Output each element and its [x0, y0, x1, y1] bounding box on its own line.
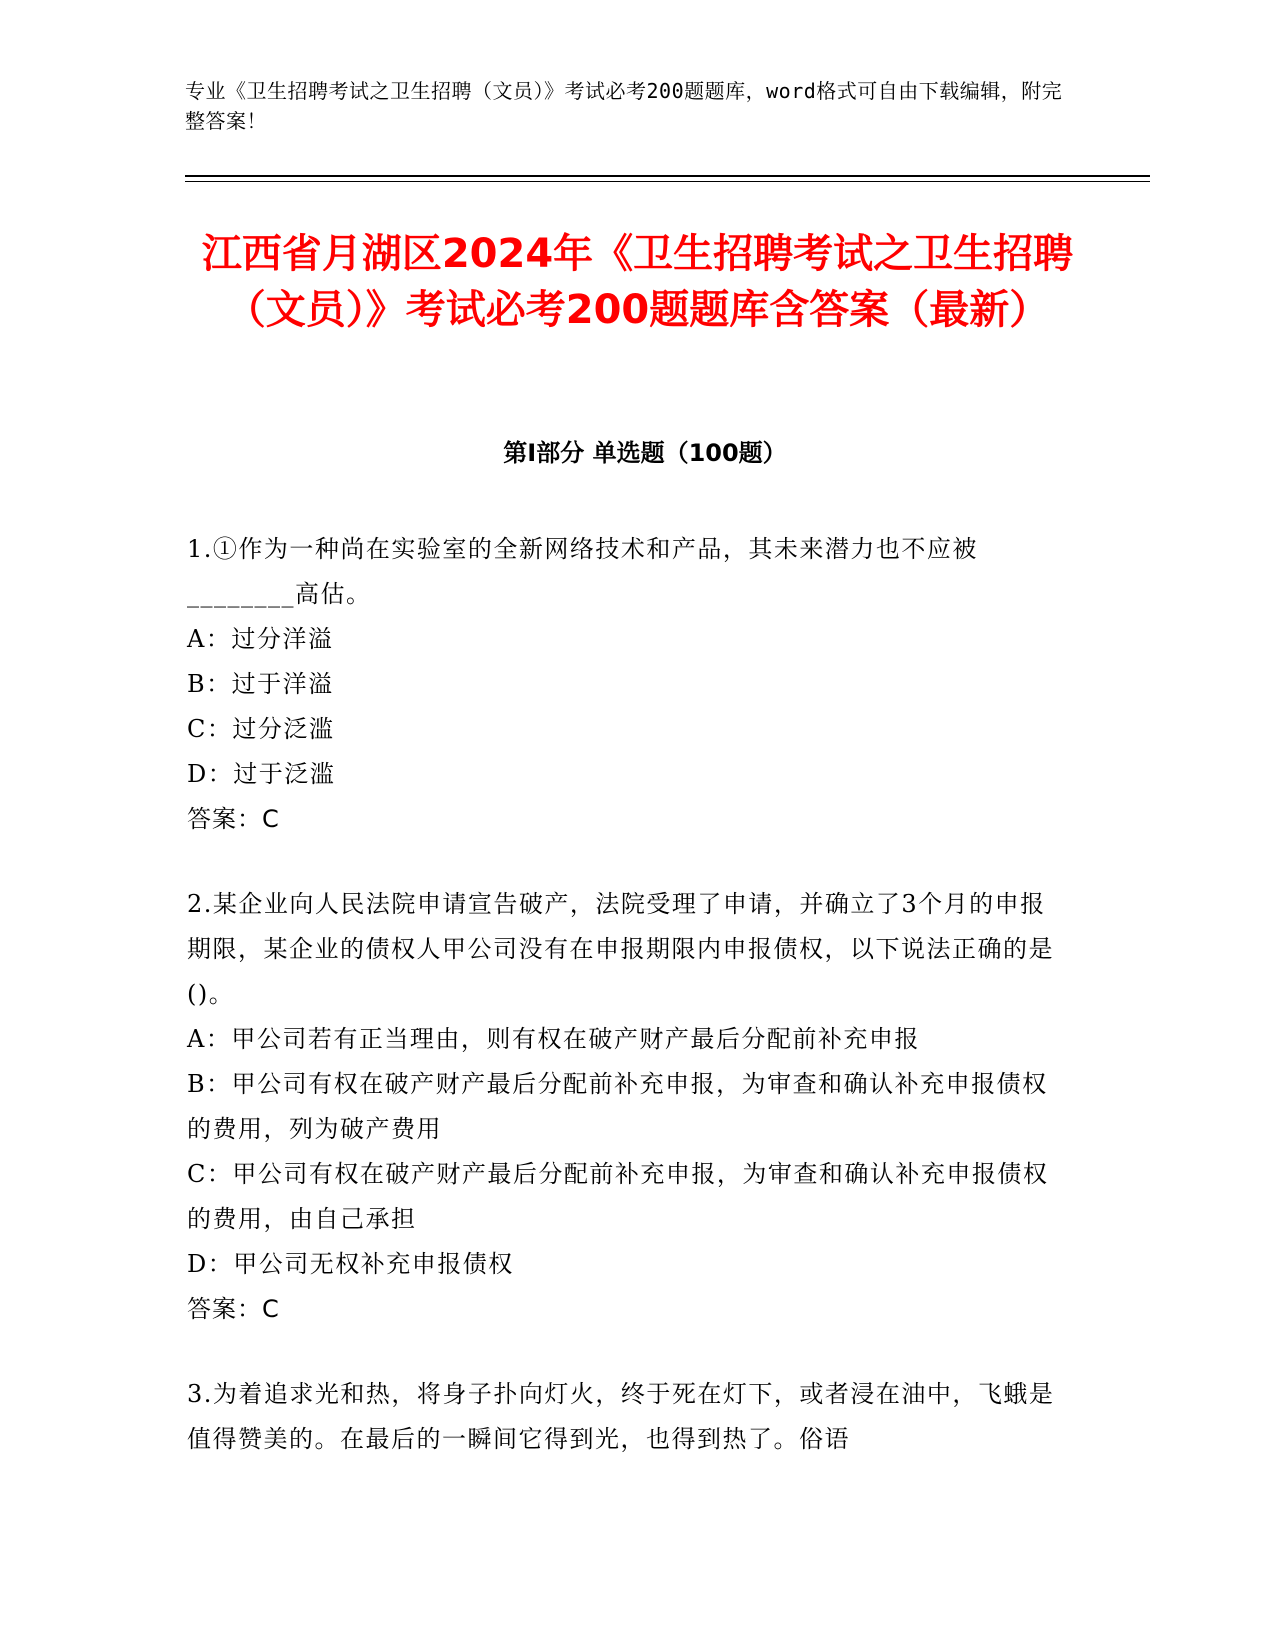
header-rule-thin [185, 181, 1150, 182]
option-c: C：过分泛滥 [187, 715, 335, 743]
option-b: B：过于洋溢 [187, 670, 334, 698]
question-text: 2.某企业向人民法院申请宣告破产，法院受理了申请，并确立了3个月的申报期限，某企业的债权人甲公司没有在申报期限内申报债权，以下说法正确的是()。 [187, 890, 1054, 1008]
question-text: 3.为着追求光和热，将身子扑向灯火，终于死在灯下，或者浸在油中，飞蛾是值得赞美的。在最后的一瞬间它得到光，也得到热了。俗语 [187, 1380, 1055, 1453]
question-1 [187, 527, 1067, 842]
option-a: A：甲公司若有正当理由，则有权在破产财产最后分配前补充申报 [187, 1025, 920, 1053]
answer: 答案：C [187, 1295, 280, 1323]
option-d: D：过于泛滥 [187, 760, 336, 788]
document-title: 江西省月湖区2024年《卫生招聘考试之卫生招聘（文员）》考试必考200题题库含答案（最新） [201, 231, 1074, 333]
option-c: C：甲公司有权在破产财产最后分配前补充申报，为审查和确认补充申报债权的费用，由自己承担 [187, 1160, 1049, 1233]
option-b: B：甲公司有权在破产财产最后分配前补充申报，为审查和确认补充申报债权的费用，列为破产费用 [187, 1070, 1048, 1143]
answer: 答案：C [187, 805, 280, 833]
question-text: 1.①作为一种尚在实验室的全新网络技术和产品，其未来潜力也不应被________高估。 [187, 535, 978, 608]
question-3 [187, 1372, 1067, 1462]
header-note: 专业《卫生招聘考试之卫生招聘（文员）》考试必考200题题库，word格式可自由下载编辑，附完整答案！ [185, 79, 1063, 133]
question-2 [187, 882, 1067, 1332]
question-list [187, 527, 1067, 1502]
section-title: 第I部分 单选题（100题） [503, 439, 787, 467]
option-d: D：甲公司无权补充申报债权 [187, 1250, 514, 1278]
header-rule [185, 175, 1150, 177]
option-a: A：过分洋溢 [187, 625, 334, 653]
